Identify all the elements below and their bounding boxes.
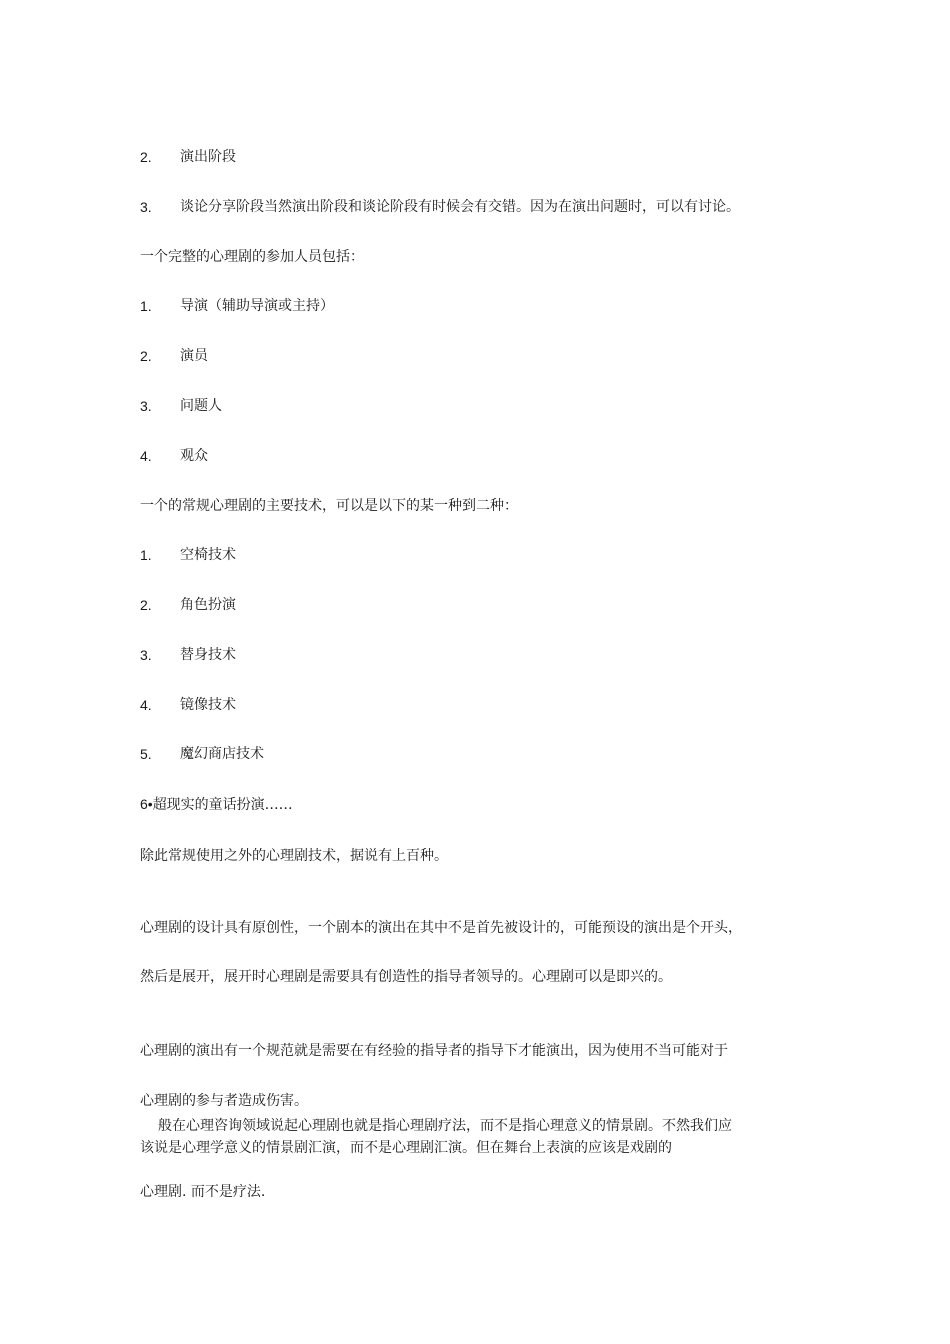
- paragraph-line: 心理剧的演出有一个规范就是需要在有经验的指导者的指导下才能演出，因为使用不当可能对于: [140, 1043, 728, 1059]
- paragraph-line: 心理剧. 而不是疗法.: [140, 1184, 266, 1200]
- list-item: 演员: [180, 348, 208, 364]
- list-number: 3.: [140, 647, 152, 663]
- list-item: 镜像技术: [180, 697, 236, 713]
- techniques-heading: 一个的常规心理剧的主要技术，可以是以下的某一种到二种：: [140, 498, 518, 514]
- list-number: 2.: [140, 597, 152, 613]
- list-item-text: 超现实的童话扮演……: [152, 797, 293, 813]
- list-number: 1.: [140, 298, 152, 314]
- list-item: 角色扮演: [180, 597, 236, 613]
- participants-heading: 一个完整的心理剧的参加人员包括：: [140, 249, 364, 265]
- list-number: 2.: [140, 348, 152, 364]
- list-item: 替身技术: [180, 647, 236, 663]
- paragraph-line: 心理剧的设计具有原创性，一个剧本的演出在其中不是首先被设计的，可能预设的演出是个开头，: [140, 920, 742, 936]
- paragraph-line: 心理剧的参与者造成伤害。: [140, 1093, 308, 1109]
- list-item: 空椅技术: [180, 547, 236, 563]
- list-item: 谈论分享阶段当然演出阶段和谈论阶段有时候会有交错。因为在演出问题时，可以有讨论。: [180, 199, 740, 215]
- list-item: 导演（辅助导演或主持）: [180, 298, 334, 314]
- list-number: 6•: [140, 796, 153, 812]
- paragraph-line: 该说是心理学意义的情景剧汇演，而不是心理剧汇演。但在舞台上表演的应该是戏剧的: [140, 1140, 672, 1156]
- paragraph-line: 般在心理咨询领域说起心理剧也就是指心理剧疗法，而不是指心理意义的情景剧。不然我们应: [158, 1118, 732, 1134]
- list-number: 4.: [140, 697, 152, 713]
- list-number: 2.: [140, 149, 152, 165]
- list-item: 魔幻商店技术: [180, 746, 264, 762]
- list-item: 问题人: [180, 398, 222, 414]
- list-number: 3.: [140, 398, 152, 414]
- list-item-6: [140, 795, 293, 814]
- paragraph: 除此常规使用之外的心理剧技术，据说有上百种。: [140, 848, 448, 864]
- paragraph-line: 然后是展开，展开时心理剧是需要具有创造性的指导者领导的。心理剧可以是即兴的。: [140, 969, 672, 985]
- list-item: 演出阶段: [180, 149, 236, 165]
- list-number: 3.: [140, 199, 152, 215]
- list-item: 观众: [180, 448, 208, 464]
- list-number: 5.: [140, 746, 152, 762]
- list-number: 4.: [140, 448, 152, 464]
- list-number: 1.: [140, 547, 152, 563]
